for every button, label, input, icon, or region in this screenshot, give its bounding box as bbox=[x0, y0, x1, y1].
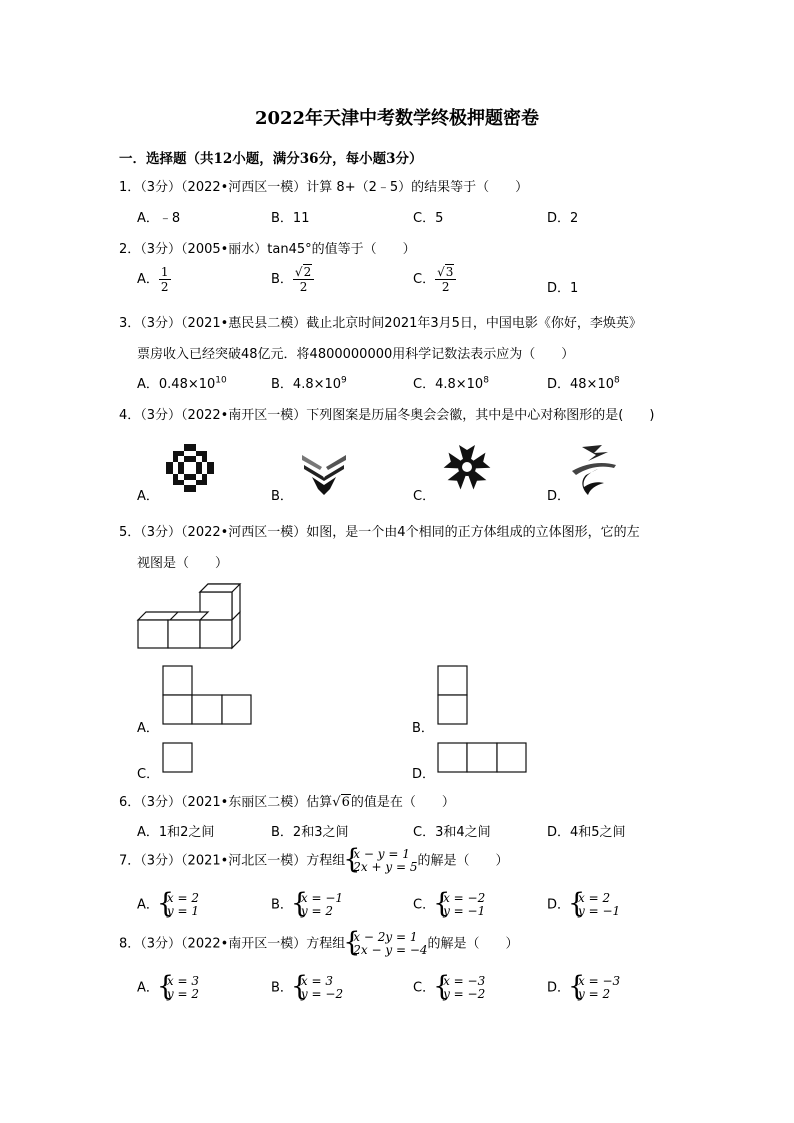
equation: y = 1 bbox=[166, 904, 200, 918]
q8-option-c[interactable] bbox=[413, 975, 485, 1001]
option-base: A．0.48×10 bbox=[137, 377, 216, 392]
denominator: 2 bbox=[441, 280, 450, 294]
stem-prefix: 7．（3分）（2021•河北区一模）方程组 bbox=[119, 853, 346, 869]
equation: y = 2 bbox=[166, 987, 200, 1001]
q8-option-d[interactable] bbox=[547, 975, 620, 1001]
question-4-stem: 4．（3分）（2022•南开区一模）下列图案是历届冬奥会会徽，其中是中心对称图形的是( ) bbox=[119, 408, 655, 423]
question-8-stem bbox=[119, 931, 519, 957]
q4-option-d[interactable]: D． bbox=[547, 489, 571, 504]
q3-option-d[interactable] bbox=[547, 373, 620, 392]
q7-option-c[interactable] bbox=[413, 892, 485, 918]
question-5-stem-line1: 5．（3分）（2022•河西区一模）如图，是一个由4个相同的正方体组成的立体图形，它的左 bbox=[119, 525, 640, 540]
q7-option-a[interactable] bbox=[137, 892, 199, 918]
question-6-stem bbox=[119, 791, 455, 810]
option-label: A． bbox=[137, 980, 159, 996]
q1-option-c[interactable]: C．5 bbox=[413, 211, 444, 226]
page-title: 2022年天津中考数学终极押题密卷 bbox=[254, 108, 540, 129]
q4-option-a[interactable]: A． bbox=[137, 489, 159, 504]
equation: { x = −3 bbox=[578, 974, 621, 988]
fraction bbox=[293, 265, 314, 294]
q7-option-b[interactable] bbox=[271, 892, 343, 918]
question-3-stem-line2: 票房收入已经突破48亿元．将4800000000用科学记数法表示应为（ ） bbox=[137, 347, 575, 362]
option-base: C．4.8×10 bbox=[413, 377, 484, 392]
q2-option-b-label: B． bbox=[271, 272, 293, 287]
numerator: √2 bbox=[293, 265, 314, 280]
question-5-stem-line2: 视图是（ ） bbox=[137, 556, 229, 571]
q8-option-b[interactable] bbox=[271, 975, 343, 1001]
q4-option-b[interactable]: B． bbox=[271, 489, 293, 504]
equation: { x = 2 bbox=[166, 891, 199, 905]
option-exponent: 8 bbox=[614, 375, 620, 386]
q2-option-c[interactable] bbox=[413, 265, 456, 294]
option-exponent: 8 bbox=[483, 375, 489, 386]
stem-prefix: 8．（3分）（2022•南开区一模）方程组 bbox=[119, 936, 346, 952]
stem-suffix: 的解是（ ） bbox=[417, 853, 509, 869]
solution-system bbox=[570, 975, 620, 1001]
solution-system bbox=[159, 975, 199, 1001]
stem-prefix: 6．（3分）（2021•东丽区二模）估算 bbox=[119, 795, 333, 810]
cube-stack-figure bbox=[136, 580, 246, 652]
section-heading: 一．选择题（共12小题，满分36分，每小题3分） bbox=[119, 151, 423, 167]
pinwheel-emblem-icon[interactable] bbox=[165, 443, 215, 493]
equation-system bbox=[345, 848, 417, 874]
option-exponent: 9 bbox=[341, 375, 347, 386]
equation: y = 2 bbox=[300, 904, 334, 918]
sqrt-expression: √6 bbox=[332, 795, 350, 810]
option-label: B． bbox=[271, 897, 293, 913]
question-3-stem-line1: 3．（3分）（2021•惠民县二模）截止北京时间2021年3月5日，中国电影《你好，李焕英》 bbox=[119, 316, 642, 331]
radicand: 6 bbox=[341, 795, 350, 810]
q2-option-b[interactable] bbox=[271, 265, 314, 294]
option-label: C． bbox=[413, 897, 436, 913]
option-label: C． bbox=[413, 980, 436, 996]
equation: 2x − y = −4 bbox=[353, 943, 428, 957]
equation: { x = −2 bbox=[443, 891, 486, 905]
equation: y = −1 bbox=[443, 904, 486, 918]
q2-option-d[interactable]: D．1 bbox=[547, 281, 579, 296]
q6-option-c[interactable]: C．3和4之间 bbox=[413, 825, 491, 840]
option-base: B．4.8×10 bbox=[271, 377, 342, 392]
radicand: 2 bbox=[303, 265, 312, 279]
q5-option-d-view[interactable] bbox=[437, 742, 529, 774]
numerator: √3 bbox=[435, 265, 456, 280]
equation: y = −1 bbox=[578, 904, 621, 918]
q5-option-d[interactable]: D． bbox=[412, 767, 436, 782]
solution-system bbox=[293, 892, 343, 918]
equation: 2x + y = 5 bbox=[353, 860, 418, 874]
q2-option-a[interactable] bbox=[137, 265, 171, 294]
q6-option-d[interactable]: D．4和5之间 bbox=[547, 825, 626, 840]
equation: { x − 2y = 1 bbox=[353, 930, 418, 944]
q5-option-c-view[interactable] bbox=[162, 742, 194, 774]
q6-option-b[interactable]: B．2和3之间 bbox=[271, 825, 349, 840]
equation: { x = 2 bbox=[578, 891, 611, 905]
option-exponent: 10 bbox=[215, 375, 227, 386]
question-7-stem bbox=[119, 848, 509, 874]
q1-option-b[interactable]: B．11 bbox=[271, 211, 310, 226]
solution-system bbox=[435, 975, 485, 1001]
q5-option-a[interactable]: A． bbox=[137, 721, 159, 736]
ribbon-swirl-emblem-icon[interactable] bbox=[568, 443, 620, 497]
chevron-peak-emblem-icon[interactable] bbox=[300, 451, 348, 495]
stem-suffix: 的解是（ ） bbox=[427, 936, 519, 952]
q5-option-a-view[interactable] bbox=[162, 665, 254, 727]
q3-option-b[interactable] bbox=[271, 373, 347, 392]
q7-option-d[interactable] bbox=[547, 892, 620, 918]
equation: { x = −1 bbox=[300, 891, 344, 905]
equation: { x − y = 1 bbox=[353, 847, 410, 861]
equation: y = −2 bbox=[300, 987, 344, 1001]
radicand: 3 bbox=[445, 265, 454, 279]
question-2-stem: 2．（3分）（2005•丽水）tan45°的值等于（ ） bbox=[119, 242, 416, 257]
fraction bbox=[435, 265, 456, 294]
snowflake-emblem-icon[interactable] bbox=[441, 441, 493, 493]
option-label: B． bbox=[271, 980, 293, 996]
q2-option-a-label: A． bbox=[137, 272, 159, 287]
option-label: A． bbox=[137, 897, 159, 913]
equation: y = −2 bbox=[443, 987, 486, 1001]
option-label: D． bbox=[547, 897, 571, 913]
q5-option-b[interactable]: B． bbox=[412, 721, 434, 736]
equation: y = 2 bbox=[578, 987, 611, 1001]
solution-system bbox=[159, 892, 199, 918]
denominator: 2 bbox=[160, 280, 169, 294]
equation: { x = 3 bbox=[166, 974, 199, 988]
solution-system bbox=[293, 975, 343, 1001]
fraction bbox=[159, 265, 171, 294]
q1-option-a[interactable]: A．﹣8 bbox=[137, 211, 181, 226]
q1-option-d[interactable]: D．2 bbox=[547, 211, 579, 226]
question-1-stem: 1．（3分）（2022•河西区一模）计算 8+（2﹣5）的结果等于（ ） bbox=[119, 180, 529, 195]
q6-option-a[interactable]: A．1和2之间 bbox=[137, 825, 215, 840]
option-label: D． bbox=[547, 980, 571, 996]
q5-option-c[interactable]: C． bbox=[137, 767, 160, 782]
q8-option-a[interactable] bbox=[137, 975, 199, 1001]
solution-system bbox=[435, 892, 485, 918]
denominator: 2 bbox=[299, 280, 308, 294]
equation: { x = 3 bbox=[300, 974, 334, 988]
solution-system bbox=[570, 892, 620, 918]
q2-option-c-label: C． bbox=[413, 272, 436, 287]
q3-option-a[interactable] bbox=[137, 373, 227, 392]
equation: { x = −3 bbox=[443, 974, 486, 988]
stem-suffix: 的值是在（ ） bbox=[350, 795, 455, 810]
q4-option-c[interactable]: C． bbox=[413, 489, 436, 504]
q5-option-b-view[interactable] bbox=[437, 665, 469, 727]
equation-system bbox=[345, 931, 427, 957]
option-base: D．48×10 bbox=[547, 377, 614, 392]
numerator: 1 bbox=[160, 265, 169, 279]
q3-option-c[interactable] bbox=[413, 373, 489, 392]
